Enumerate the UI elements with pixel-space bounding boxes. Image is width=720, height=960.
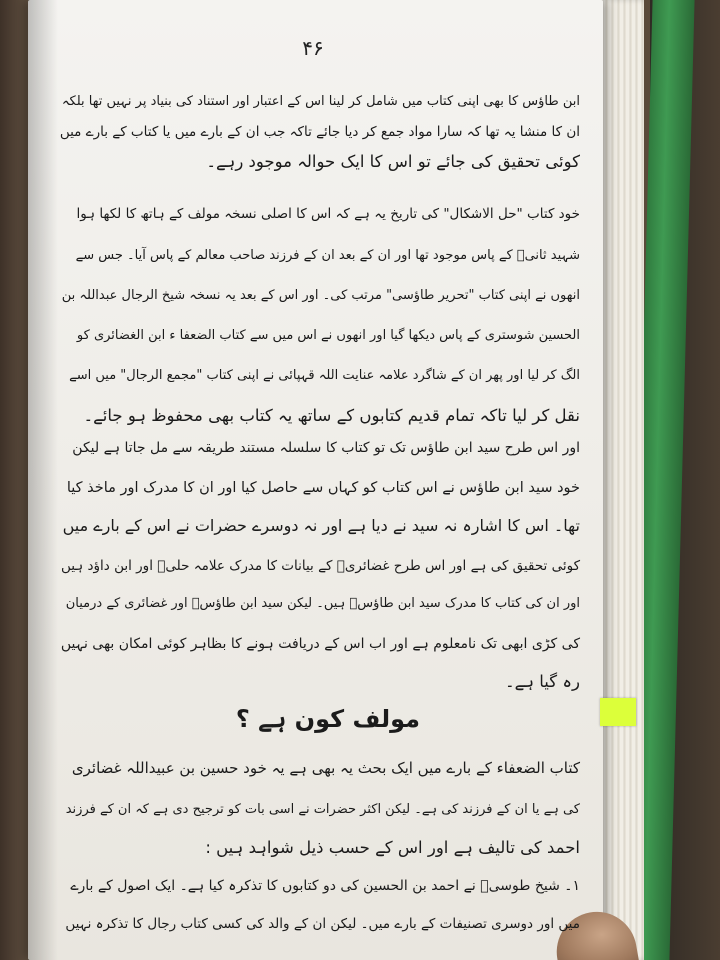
text-line: کتاب الضعفاء کے بارے میں ایک بحث یہ بھی ہے یہ خود حسین بن عبیداللہ غضائری [71, 759, 580, 777]
text-line: اور اس طرح سید ابن طاؤس تک تو کتاب کا سلسلہ مستند طریقہ سے مل جاتا ہے لیکن [72, 440, 580, 456]
text-line: کی کڑی ابھی تک نامعلوم ہے اور اب اس کے دریافت ہونے کا بظاہر کوئی امکان بھی نہیں [60, 636, 580, 652]
text-line: رہ گیا ہے۔ [505, 672, 580, 691]
bookmark-tab [600, 698, 636, 726]
text-line: الگ کر لیا اور پھر ان کے شاگرد علامہ عنایت اللہ قہپائی نے اپنی کتاب "مجمع الرجال" میں اسے [69, 368, 580, 383]
text-line: شہید ثانیؒ کے پاس موجود تھا اور ان کے بعد ان کے فرزند صاحب معالم کے پاس آیا۔ جس سے [75, 248, 580, 263]
text-line: میں اور دوسری تصنیفات کے بارے میں۔ لیکن ان کے والد کی کسی کتاب رجال کا تذکرہ نہیں [65, 916, 580, 932]
text-line: کی ہے یا ان کے فرزند کی ہے۔ لیکن اکثر حضرات نے اسی بات کو ترجیح دی ہے کہ ان کے فرزند [65, 802, 580, 817]
text-line: اور ان کی کتاب کا مدرک سید ابن طاؤسؒ ہیں۔ لیکن سید ابن طاؤسؒ اور غضائری کے درمیان [65, 596, 580, 611]
text-line: الحسین شوستری کے پاس دیکھا گیا اور انھوں نے اس میں سے کتاب الضعفا ء ابن الغضائری کو [76, 328, 580, 343]
page-edges [596, 0, 644, 960]
text-line: ابن طاؤس کا بھی اپنی کتاب میں شامل کر لینا اس کے اعتبار اور استناد کی بنیاد پر نہیں تھا بلکہ [61, 94, 580, 109]
text-line: ان کا منشا یہ تھا کہ سارا مواد جمع کر دیا جائے تاکہ جب ان کے بارے میں یا کتاب کے بارے میں [59, 124, 580, 140]
page-number: ۴۶ [302, 36, 324, 60]
text-line: خود سید ابن طاؤس نے اس کتاب کو کہاں سے حاصل کیا اور ان کا مدرک اور ماخذ کیا [66, 480, 580, 496]
text-line: انھوں نے اپنی کتاب "تحریر طاؤسی" مرتب کی۔ اور اس کے بعد یہ نسخہ شیخ الرجال عبداللہ بن [61, 288, 580, 303]
text-line: نقل کر لیا تاکہ تمام قدیم کتابوں کے ساتھ یہ کتاب بھی محفوظ ہو جائے۔ [83, 406, 580, 425]
page-content [36, 16, 590, 956]
text-line: ۱۔ شیخ طوسیؒ نے احمد بن الحسین کی دو کتابوں کا تذکرہ کیا ہے۔ ایک اصول کے بارے [70, 878, 580, 894]
text-line: کوئی تحقیق کی ہے اور اس طرح غضائریؒ کے بیانات کا مدرک علامہ حلیؒ اور ابن داؤد ہیں [60, 558, 580, 574]
text-line: تھا۔ اس کا اشارہ نہ سید نے دیا ہے اور نہ دوسرے حضرات نے اس کے بارے میں [62, 516, 580, 535]
text-line: احمد کی تالیف ہے اور اس کے حسب ذیل شواہد ہیں : [205, 838, 580, 857]
section-heading: مولف کون ہے ؟ [235, 705, 420, 733]
text-line: خود کتاب "حل الاشکال" کی تاریخ یہ ہے کہ اس کا اصلی نسخہ مولف کے ہاتھ کا لکھا ہوا [76, 206, 580, 222]
text-line: کوئی تحقیق کی جائے تو اس کا ایک حوالہ موجود رہے۔ [206, 152, 580, 171]
